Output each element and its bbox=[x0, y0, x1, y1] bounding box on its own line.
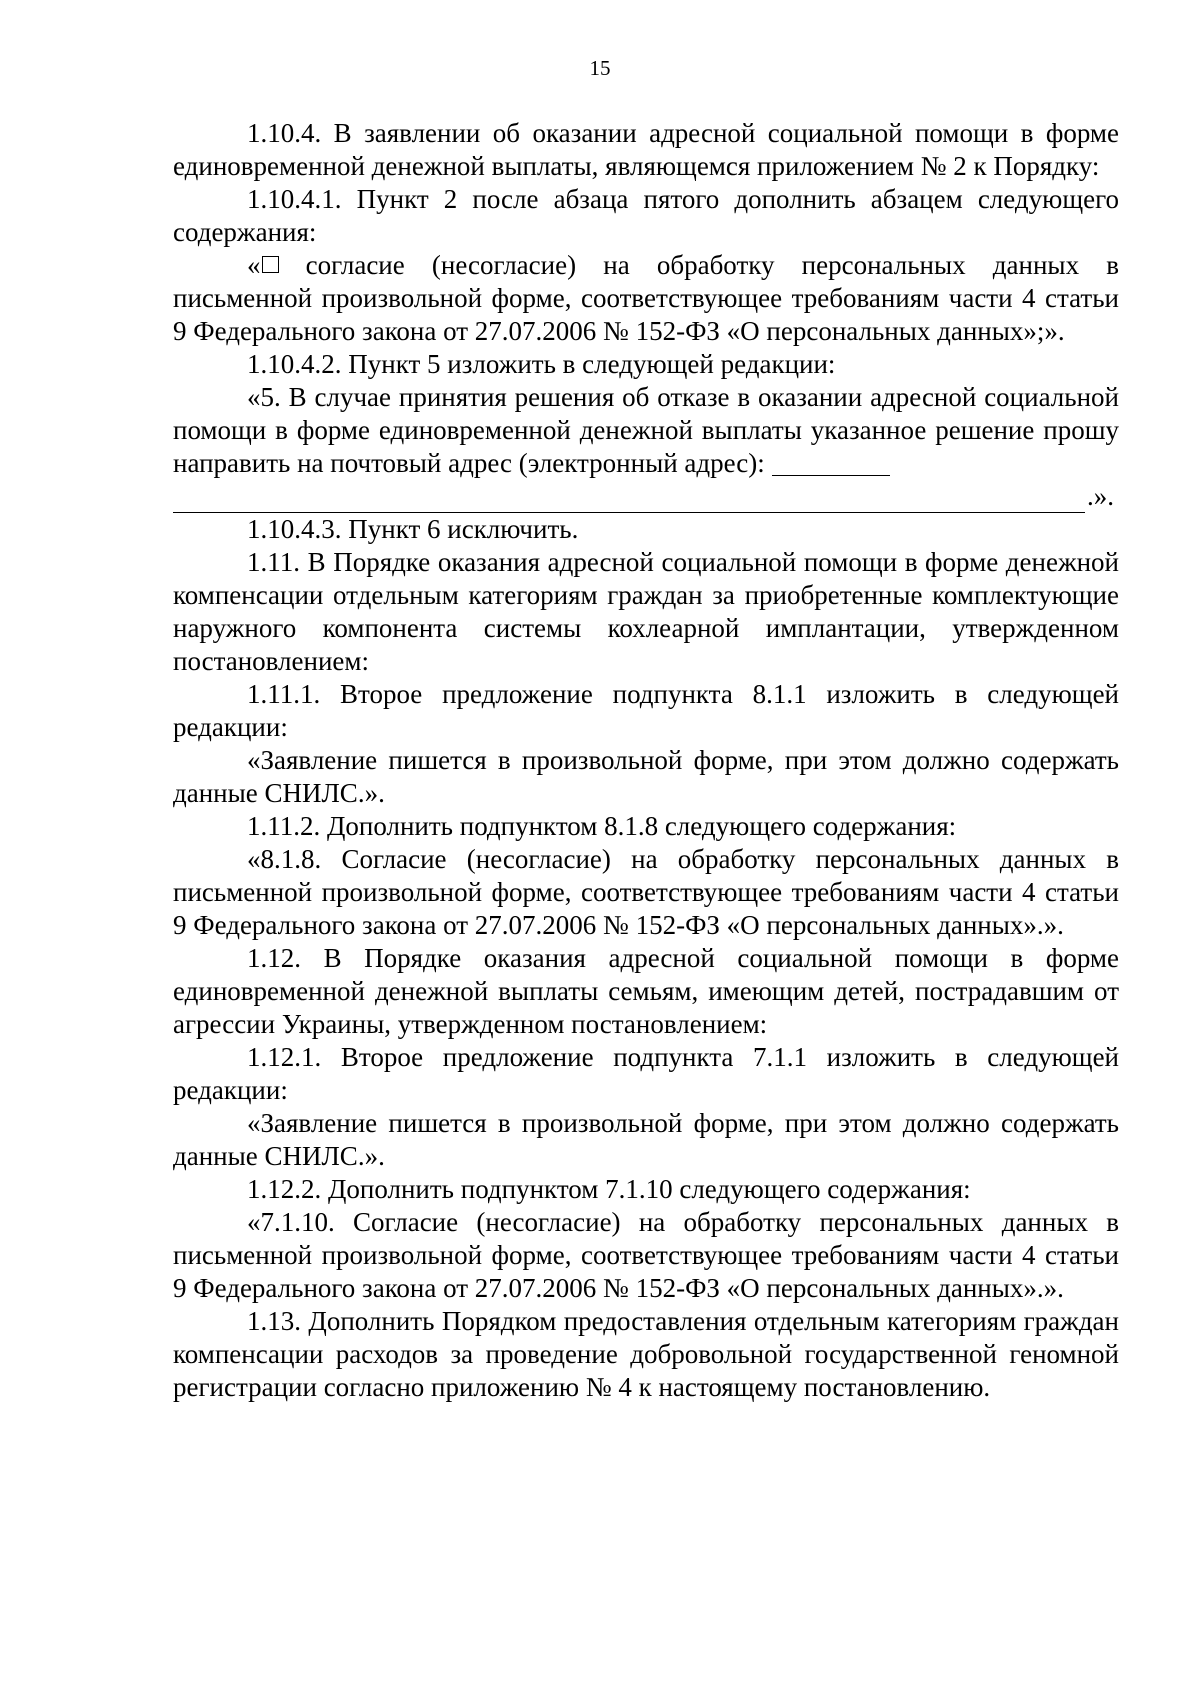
paragraph-point-5-text bbox=[173, 381, 1119, 480]
paragraph-1-10-4-2: 1.10.4.2. Пункт 5 изложить в следующей редакции: bbox=[247, 349, 836, 379]
paragraph-1-12: 1.12. В Порядке оказания адресной социальной помощи в форме единовременной денежной выплаты семьям, имеющим детей, пострадавшим от агрессии Украины, утвержденном постановлением: bbox=[173, 943, 1119, 1039]
paragraph-1-12-1-quote: «Заявление пишется в произвольной форме, при этом должно содержать данные СНИЛС.». bbox=[173, 1108, 1119, 1171]
paragraph-1-12-1: 1.12.1. Второе предложение подпункта 7.1.1 изложить в следующей редакции: bbox=[173, 1042, 1119, 1105]
consent-text: согласие (несогласие) на обработку персональных данных в письменной произвольной форме, соответствующее требованиям части 4 статьи 9 Федерального закона от 27.07.2006 № 152-ФЗ «О персональных данных»;». bbox=[173, 250, 1119, 346]
checkbox-icon bbox=[262, 256, 279, 273]
opening-quote: « bbox=[247, 250, 261, 280]
paragraph-1-10-4-1: 1.10.4.1. Пункт 2 после абзаца пятого дополнить абзацем следующего содержания: bbox=[173, 184, 1119, 247]
address-blank-short bbox=[772, 449, 890, 476]
address-blank-line bbox=[173, 480, 1119, 513]
paragraph-7-1-10: «7.1.10. Согласие (несогласие) на обработку персональных данных в письменной произвольной форме, соответствующее требованиям части 4 статьи 9 Федерального закона от 27.07.2006 № 152-ФЗ «О персональных данных».». bbox=[173, 1207, 1119, 1303]
paragraph-1-13: 1.13. Дополнить Порядком предоставления отдельным категориям граждан компенсации расходов за проведение добровольной государственной геномной регистрации согласно приложению № 4 к настоящему постановлению. bbox=[173, 1306, 1119, 1402]
paragraph-consent-checkbox-item bbox=[173, 249, 1119, 348]
address-blank-closing: .». bbox=[1087, 481, 1114, 511]
paragraph-1-11-1: 1.11.1. Второе предложение подпункта 8.1.1 изложить в следующей редакции: bbox=[173, 679, 1119, 742]
paragraph-1-11-1-quote: «Заявление пишется в произвольной форме, при этом должно содержать данные СНИЛС.». bbox=[173, 745, 1119, 808]
paragraph-1-10-4-3: 1.10.4.3. Пункт 6 исключить. bbox=[247, 514, 579, 544]
point-5-text: «5. В случае принятия решения об отказе в оказании адресной социальной помощи в форме единовременной денежной выплаты указанное решение прошу направить на почтовый адрес (электронный адрес): bbox=[173, 382, 1119, 478]
page-number: 15 bbox=[589, 56, 611, 80]
paragraph-8-1-8: «8.1.8. Согласие (несогласие) на обработку персональных данных в письменной произвольной форме, соответствующее требованиям части 4 статьи 9 Федерального закона от 27.07.2006 № 152-ФЗ «О персональных данных».». bbox=[173, 844, 1119, 940]
address-blank-long bbox=[173, 486, 1085, 513]
paragraph-1-10-4: 1.10.4. В заявлении об оказании адресной социальной помощи в форме единовременной денежной выплаты, являющемся приложением № 2 к Порядку: bbox=[173, 118, 1119, 181]
paragraph-1-11: 1.11. В Порядке оказания адресной социальной помощи в форме денежной компенсации отдельным категориям граждан за приобретенные комплектующие наружного компонента системы кохлеарной имплантации, утвержденном постановлением: bbox=[173, 547, 1119, 676]
paragraph-1-12-2: 1.12.2. Дополнить подпунктом 7.1.10 следующего содержания: bbox=[247, 1174, 971, 1204]
document-body bbox=[173, 117, 1119, 1404]
paragraph-1-11-2: 1.11.2. Дополнить подпунктом 8.1.8 следующего содержания: bbox=[247, 811, 957, 841]
